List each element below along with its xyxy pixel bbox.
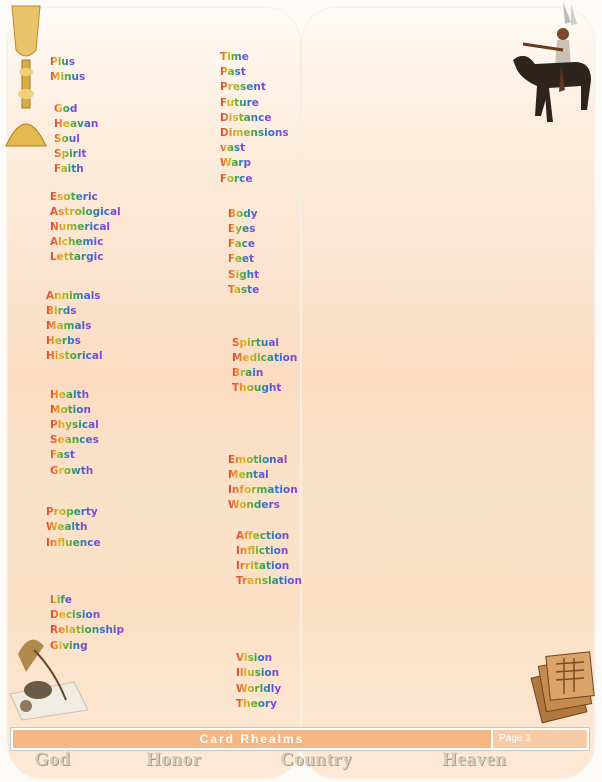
word-item: Translation <box>236 575 302 587</box>
word-item: Heavan <box>54 118 99 130</box>
word-item: Infliction <box>236 545 289 557</box>
motto-word-honor: Honor <box>146 749 202 770</box>
footer-title: Card Rhealms <box>13 730 491 748</box>
word-item: Numerical <box>50 221 111 233</box>
word-item: Property <box>46 506 98 518</box>
motto-word-country: Country <box>280 749 353 770</box>
word-item: Soul <box>54 133 80 145</box>
word-item: Dimensions <box>220 127 289 139</box>
word-item: Fast <box>50 449 75 461</box>
word-item: Minus <box>50 71 86 83</box>
word-item: Thought <box>232 382 282 394</box>
word-item: Influence <box>46 537 101 549</box>
word-item: Worldly <box>236 683 282 695</box>
word-item: Affection <box>236 530 290 542</box>
word-item: Spirtual <box>232 337 280 349</box>
word-item: Information <box>228 484 298 496</box>
word-item: Annimals <box>46 290 101 302</box>
horse-rider-icon <box>505 0 600 132</box>
word-item: Physical <box>50 419 99 431</box>
page-number: Page 3 <box>493 730 587 748</box>
word-item: Plus <box>50 56 76 68</box>
word-item: Emotional <box>228 454 288 466</box>
footer-bar <box>10 727 590 751</box>
word-item: Illusion <box>236 667 280 679</box>
word-item: Feet <box>228 253 255 265</box>
word-item: Herbs <box>46 335 81 347</box>
word-item: Health <box>50 389 90 401</box>
word-item: Force <box>220 173 253 185</box>
word-item: Future <box>220 97 259 109</box>
word-item: Brain <box>232 367 264 379</box>
word-item: Decision <box>50 609 101 621</box>
word-item: Warp <box>220 157 251 169</box>
word-item: Spirit <box>54 148 87 160</box>
word-item: Sight <box>228 269 260 281</box>
word-item: Life <box>50 594 72 606</box>
golden-chalice-icon <box>2 2 50 152</box>
word-item: Mamals <box>46 320 92 332</box>
word-item: Birds <box>46 305 77 317</box>
word-item: Present <box>220 81 266 93</box>
word-item: Body <box>228 208 258 220</box>
word-item: Astrological <box>50 206 121 218</box>
word-item: Lettargic <box>50 251 104 263</box>
word-item: Motion <box>50 404 91 416</box>
motto-word-heaven: Heaven <box>442 749 507 770</box>
word-item: Esoteric <box>50 191 98 203</box>
word-item: Faith <box>54 163 84 175</box>
word-item: Vision <box>236 652 273 664</box>
word-item: Mental <box>228 469 269 481</box>
stacked-cards-icon <box>528 650 598 726</box>
word-item: Eyes <box>228 223 256 235</box>
word-item: Medication <box>232 352 298 364</box>
word-item: Historical <box>46 350 103 362</box>
word-item: Growth <box>50 465 94 477</box>
word-item: Time <box>220 51 249 63</box>
word-item: God <box>54 103 78 115</box>
word-item: Irritation <box>236 560 290 572</box>
word-item: Taste <box>228 284 260 296</box>
word-item: Seances <box>50 434 99 446</box>
word-item: Past <box>220 66 246 78</box>
word-item: Wealth <box>46 521 88 533</box>
word-item: Distance <box>220 112 272 124</box>
motto-word-god: God <box>34 749 71 770</box>
word-item: Relationship <box>50 624 125 636</box>
word-item: Theory <box>236 698 277 710</box>
word-item: vast <box>220 142 246 154</box>
word-item: Alchemic <box>50 236 104 248</box>
word-item: Wonders <box>228 499 280 511</box>
word-item: Face <box>228 238 255 250</box>
word-item: Giving <box>50 640 88 652</box>
